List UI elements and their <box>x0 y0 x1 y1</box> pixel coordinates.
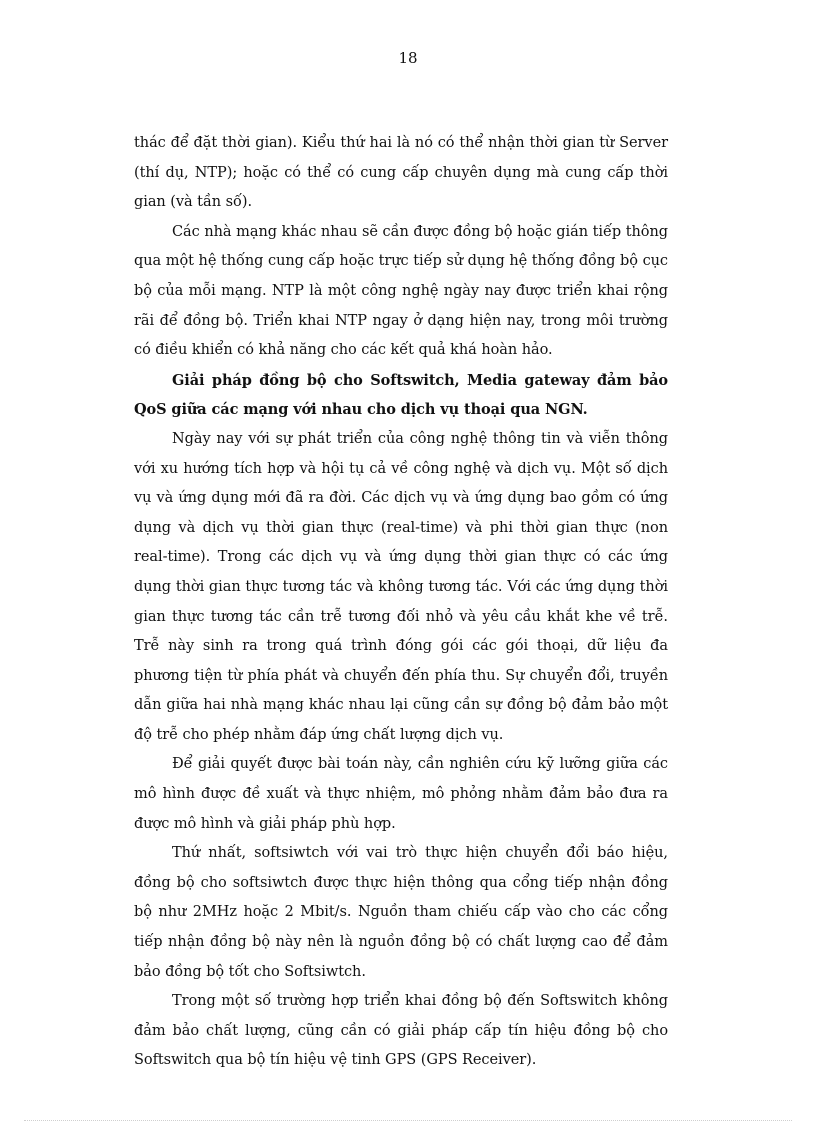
section-heading: Giải pháp đồng bộ cho Softswitch, Media gateway đảm bảo QoS giữa các mạng với nhau cho dịch vụ thoại qua NGN. <box>134 371 668 419</box>
page-bottom-divider <box>24 1120 792 1121</box>
paragraph-gps-receiver: Trong một số trường hợp triển khai đồng bộ đến Softswitch không đảm bảo chất lượng, cũng cần có giải pháp cấp tín hiệu đồng bộ cho Softswitch qua bộ tín hiệu vệ tinh GPS (GPS Receiver). <box>134 993 668 1069</box>
paragraph-softswitch-sync: Thứ nhất, softsiwtch với vai trò thực hiện chuyển đổi báo hiệu, đồng bộ cho softsiwtch được thực hiện thông qua cổng tiếp nhận đồng bộ như 2MHz hoặc 2 Mbit/s. Nguồn tham chiếu cấp vào cho các cổng tiếp nhận đồng bộ này nên là nguồn đồng bộ có chất lượng cao để đảm bảo đồng bộ tốt cho Softsiwtch. <box>134 845 668 980</box>
page-number: 18 <box>398 49 418 67</box>
paragraph-ntp: Các nhà mạng khác nhau sẽ cần được đồng bộ hoặc gián tiếp thông qua một hệ thống cung cấp hoặc trực tiếp sử dụng hệ thống đồng bộ cục bộ của mỗi mạng. NTP là một công nghệ ngày nay được triển khai rộng rãi để đồng bộ. Triển khai NTP ngay ở dạng hiện nay, trong môi trường có điều khiển có khả năng cho các kết quả khá hoàn hảo. <box>134 223 668 359</box>
paragraph-realtime-services: Ngày nay với sự phát triển của công nghệ thông tin và viễn thông với xu hướng tích hợp và hội tụ cả về công nghệ và dịch vụ. Một số dịch vụ và ứng dụng mới đã ra đời. Các dịch vụ và ứng dụng bao gồm có ứng dụng và dịch vụ thời gian thực (real-time) và phi thời gian thực (non real-time). Trong các dịch vụ và ứng dụng thời gian thực có các ứng dụng thời gian thực tương tác và không tương tác. Với các ứng dụng thời gian thực tương tác cần trễ tương đối nhỏ và yêu cầu khắt khe về trễ. Trễ này sinh ra trong quá trình đóng gói các gói thoại, dữ liệu đa phương tiện từ phía phát và chuyển đến phía thu. Sự chuyển đổi, truyền dẫn giữa hai nhà mạng khác nhau lại cũng cần sự đồng bộ đảm bảo một độ trễ cho phép nhằm đáp ứng chất lượng dịch vụ. <box>134 430 668 743</box>
paragraph-problem-solving: Để giải quyết được bài toán này, cần nghiên cứu kỹ lưỡng giữa các mô hình được đề xuất và thực nhiệm, mô phỏng nhằm đảm bảo đưa ra được mô hình và giải pháp phù hợp. <box>134 756 668 832</box>
paragraph-continuation: thác để đặt thời gian). Kiểu thứ hai là nó có thể nhận thời gian từ Server (thí dụ, NTP); hoặc có thể có cung cấp chuyên dụng mà cung cấp thời gian (và tần số). <box>134 135 668 211</box>
page-body <box>134 129 668 1076</box>
